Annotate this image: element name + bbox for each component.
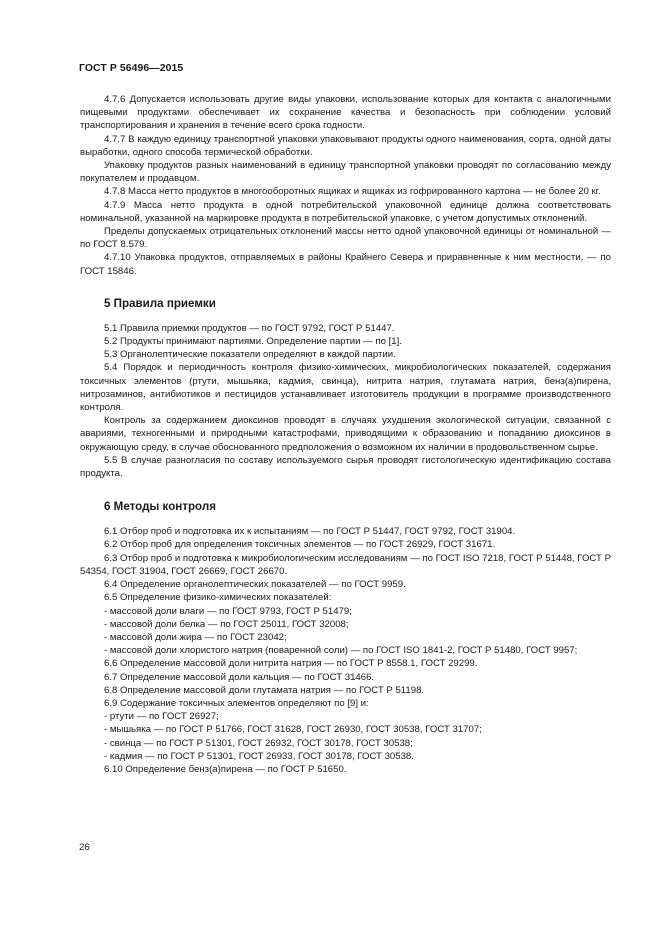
- paragraph-mixed-packaging: Упаковку продуктов разных наименований в единицу транспортной упаковки проводят по согласованию между покупателем и продавцом.: [80, 160, 611, 185]
- page-header-standard-number: ГОСТ Р 56496—2015: [79, 63, 184, 74]
- paragraph-6-8: 6.8 Определение массовой доли глутамата натрия — по ГОСТ Р 51198.: [104, 684, 425, 696]
- list-item-lead: - свинца — по ГОСТ Р 51301, ГОСТ 26932, ГОСТ 30178, ГОСТ 30538;: [104, 737, 413, 749]
- list-item-moisture: - массовой доли влаги — по ГОСТ 9793, ГОСТ Р 51479;: [104, 605, 352, 617]
- paragraph-dioxin-control: Контроль за содержанием диоксинов проводят в случаях ухудшения экологической ситуации, связанной с авариями, техногенными и природными катастрофами, приводящими к образованию и попаданию диоксинов в окружающую среду, в случае обоснованного предположения о возможном их наличии в продовольственном сырье.: [80, 415, 611, 453]
- paragraph-4-7-10: 4.7.10 Упаковка продуктов, отправляемых в районы Крайнего Севера и приравненные к ним местности, — по ГОСТ 15846.: [80, 252, 611, 277]
- paragraph-6-6: 6.6 Определение массовой доли нитрита натрия — по ГОСТ Р 8558.1, ГОСТ 29299.: [104, 658, 478, 670]
- paragraph-5-2: 5.2 Продукты принимают партиями. Определение партии — по [1].: [104, 336, 402, 348]
- paragraph-5-5: 5.5 В случае разногласия по составу используемого сырья проводят гистологическую идентификацию состава продукта.: [80, 454, 611, 480]
- section-5-body: [80, 322, 611, 480]
- paragraph-6-3: 6.3 Отбор проб и подготовка к микробиологическим исследованиям — по ГОСТ ISO 7218, ГОСТ Р 51448, ГОСТ Р 54354, ГОСТ 31904, ГОСТ 26669, ГОСТ 26670.: [80, 552, 611, 577]
- list-item-cadmium: - кадмия — по ГОСТ Р 51301, ГОСТ 26933, ГОСТ 30178, ГОСТ 30538.: [104, 750, 414, 762]
- packaging-block: [80, 93, 611, 278]
- paragraph-4-7-9: 4.7.9 Масса нетто продукта в одной потребительской упаковочной единице должна соответствовать номинальной, указанной на маркировке продукта в потребительской упаковке, с учетом допустимых отклонений.: [80, 199, 611, 224]
- list-item-arsenic: - мышьяка — по ГОСТ Р 51766, ГОСТ 31628, ГОСТ 26930, ГОСТ 30538, ГОСТ 31707;: [104, 724, 482, 736]
- paragraph-6-4: 6.4 Определение органолептических показателей — по ГОСТ 9959.: [104, 579, 406, 591]
- section-6-body: [80, 525, 611, 776]
- paragraph-4-7-6: 4.7.6 Допускается использовать другие виды упаковки, использование которых для контакта с аналогичными пищевыми продуктами обеспечивает их сохранение качества и безопасность при соблюдении условий транспортирования и хранения в течение всего срока годности.: [80, 94, 611, 132]
- paragraph-4-7-8: 4.7.8 Масса нетто продуктов в многооборотных ящиках и ящиках из гофрированного картона — не более 20 кг.: [104, 186, 601, 198]
- paragraph-tolerance-limits: Пределы допускаемых отрицательных отклонений массы нетто одной упаковочной единицы от номинальной — по ГОСТ 8.579.: [80, 226, 611, 251]
- paragraph-6-5: 6.5 Определение физико-химических показателей:: [104, 592, 332, 604]
- paragraph-5-1: 5.1 Правила приемки продуктов — по ГОСТ 9792, ГОСТ Р 51447.: [104, 322, 395, 334]
- paragraph-5-4: 5.4 Порядок и периодичность контроля физико-химических, микробиологических показателей, содержания токсичных элементов (ртути, мышьяка, кадмия, свинца), нитрита натрия, глутамата натрия, бенз(а)пирена, нитрозаминов, антибиотиков и пестицидов устанавливает изготовитель продукции в программе производственного контроля.: [80, 362, 611, 414]
- paragraph-6-9: 6.9 Содержание токсичных элементов определяют по [9] и:: [104, 697, 369, 709]
- section-6-title: 6 Методы контроля: [104, 500, 216, 514]
- list-item-mercury: - ртути — по ГОСТ 26927;: [104, 711, 219, 723]
- paragraph-4-7-7: 4.7.7 В каждую единицу транспортной упаковки упаковывают продукты одного наименования, сорта, одной даты выработки, одного способа термической обработки.: [80, 133, 611, 158]
- paragraph-6-2: 6.2 Отбор проб для определения токсичных элементов — по ГОСТ 26929, ГОСТ 31671.: [104, 539, 496, 551]
- list-item-protein: - массовой доли белка — по ГОСТ 25011, ГОСТ 32008;: [104, 618, 349, 630]
- page-number: 26: [79, 842, 90, 853]
- paragraph-6-10: 6.10 Определение бенз(а)пирена — по ГОСТ Р 51650.: [104, 763, 347, 775]
- list-item-salt: - массовой доли хлористого натрия (поваренной соли) — по ГОСТ ISO 1841-2, ГОСТ Р 51480, ГОСТ 9957;: [104, 645, 578, 657]
- paragraph-6-7: 6.7 Определение массовой доли кальция — по ГОСТ 31466.: [104, 671, 375, 683]
- paragraph-6-1: 6.1 Отбор проб и подготовка их к испытаниям — по ГОСТ Р 51447, ГОСТ 9792, ГОСТ 31904.: [104, 526, 516, 538]
- paragraph-5-3: 5.3 Органолептические показатели определяют в каждой партии.: [104, 349, 396, 361]
- page-content: [80, 93, 611, 776]
- list-item-fat: - массовой доли жира — по ГОСТ 23042;: [104, 631, 287, 643]
- section-5-title: 5 Правила приемки: [104, 296, 216, 310]
